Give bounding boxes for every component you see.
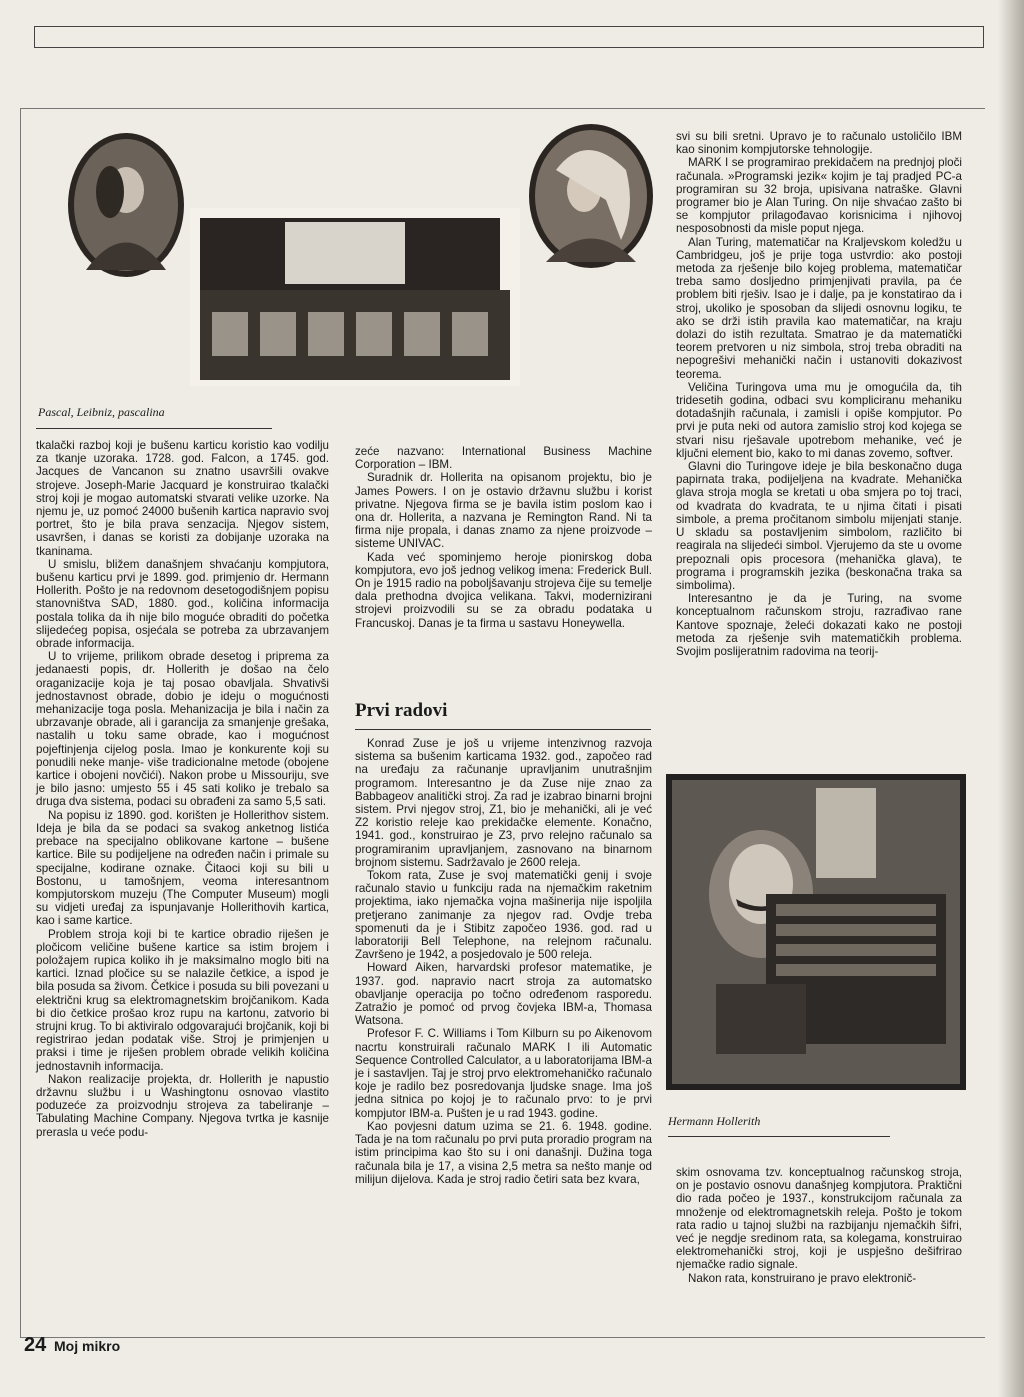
page-edge-shadow bbox=[998, 0, 1024, 1397]
heading-rule bbox=[355, 729, 651, 730]
paragraph: Howard Aiken, harvardski profesor matematike, je 1937. god. napravio nacrt stroja za automatsko obavljanje operacija po točno određenom rasporedu. Zatražio je pomoć od prvog čovjeka IBM-a, Thomasa Watsona. bbox=[355, 961, 652, 1028]
paragraph: Profesor F. C. Williams i Tom Kilburn su po Aikenovom nacrtu konstruirali računalo MARK I ili Automatic Sequence Controlled Calculator, a u laboratorijama IBM-a je i sastavljen. Taj je stroj prvo elektromehaničko računalo koje je radilo bez posredovanja ljudske snage. Ima još jedna sitnica po kojoj je to računalo prvo: to je prvi kompjutor IBM-a. Pušten je u rad 1943. godine. bbox=[355, 1027, 652, 1120]
caption-hollerith: Hermann Hollerith bbox=[668, 1114, 761, 1128]
paragraph: Na popisu iz 1890. god. korišten je Hollerithov sistem. Ideja je bila da se podaci sa svakog anketnog listića prebace na specijalno oblikovane kartone – bušene kartice. Bile su podijeljene na određen način i primale su specijalne, kodirane oznake. Čitaoci koji su bili u Bostonu, u tamošnjem, veoma interesantnom kompjutorskom muzeju (The Computer Museum) mogli su vidjeti uređaj za ispunjavanje Hollerithovih kartica, kao i same kartice. bbox=[36, 808, 329, 928]
paragraph: U to vrijeme, prilikom obrade desetog i pripremа za jedanaesti popis, dr. Hollerith je došao na čelo oraganizacije koja je taj posao obavljala. Shvativši jednostavnost obrade, dobio je ideju o mogućnosti mehanizacije toga posla. Mehanizacija je bila i način za ubrzavanje obrade, ali i garancija za smanjenje grešaka, nastalih u toku same obrade, kao i mogućnost pojeftinjenja cijelog posla. Imao je konkurente koji su ponudili neke manje- više tradicionalne metode (obojene kartice i obojeni novčići). Nakon probe u Missouriju, sve je bilo jasno: umjesto 55 i 45 sati koliko je trebalo sa druga dva sistema, podaci su obrađeni za samo 5,5 sati. bbox=[36, 650, 329, 809]
section-heading: Prvi radovi bbox=[355, 700, 448, 721]
column-3 bbox=[676, 130, 962, 658]
paragraph: Nakon realizacije projekta, dr. Hollerith je napustio državnu službu i u Washingtonu osnovao vlastito poduzeće za proizvodnju strojeva za tabeliranje – Tabulating Machine Company. Njegova tvrtka je kasnije prerasla u veće podu- bbox=[36, 1072, 329, 1139]
column-2 bbox=[355, 445, 652, 630]
column-1 bbox=[36, 439, 329, 1139]
paragraph: Problem stroja koji bi te kartice obradio riješen je pločicom veličine bušene kartice sa istim brojem i položajem rupica koliko ih je maksimalno moglo biti na kartici. Iznad pločice su se nalazile četkice, a ispod je bila posuda sa živom. Četkice i posuda su bili povezani u električni krug sa elektromagnetskim brojčanikom. Kada bi dio četkice prošao kroz rupu na kartonu, zatvorio bi strujni krug. To bi aktiviralo odgovarajući brojčanik, koji bi registrirao jedan podatak više. Stroj je primjenjen u praksi i time je riješen problem obrade velikih količina jednostavnih informacija. bbox=[36, 927, 329, 1073]
paragraph: Suradnik dr. Hollerita na opisanom projektu, bio je James Powers. I on je ostavio državnu službu i korist privatne. Njegova firma se je bavila istim poslom kao i ona dr. Hollerita, a nazvana je Remington Rand. Ni ta firma nije propala, i danas znamo za njene proizvode – sisteme UNIVAC. bbox=[355, 471, 652, 551]
pascal-portrait bbox=[66, 130, 186, 280]
paragraph: Tokom rata, Zuse je svoj matematički genij i svoje računalo stavio u funkciju rada na njemačkim raketnim projektima, iako njemačka vojna mašinerija nije ispoljila pretjerano zanimanje za njegov rad. Ovdje treba spomenuti da je i Stibitz započeo 1936. god. rad u laboratoriji Bell Telephone, na relejnom računalu. Završeno je 1942, a posjedovalo je 500 releja. bbox=[355, 869, 652, 962]
paragraph: Kada već spominjemo heroje pionirskog doba kompjutora, evo još jednog velikog imena: Frederick Bull. On je 1915 radio na poboljšavanju strojeva čije su temelje dala prethodna dvojica velikana. Takvi, modernizirani strojevi proizvodili su se za obradu podataka u Francuskoj. Danas je ta firma u sastavu Honeywella. bbox=[355, 550, 652, 630]
leibniz-portrait bbox=[526, 120, 656, 270]
paragraph: Interesantno je da je Turing, na svome konceptualnom računskom stroju, razrađivao rane Kantove spoznaje, želeći dokazati kako ne postoji metoda za rješenje svih matematičkih problema. Svojim poslijeratnim radovima na teorij- bbox=[676, 592, 962, 658]
paragraph: MARK I se programirao prekidačem na prednjoj ploči računala. »Programski jezik« kojim je taj pradjed PC-a programiran su 32 broja, upisivana natraške. Glavni programer bio je Alan Turing. On nije shvaćao zašto bi se kompjutor prilagođavao korisnicima i njihovoj nesposobnosti da misle poput njega. bbox=[676, 156, 962, 236]
column-2-continued bbox=[355, 737, 652, 1186]
column-3-continued bbox=[676, 1166, 962, 1285]
paragraph: Nakon rata, konstruirano je pravo elektronič- bbox=[688, 1271, 917, 1285]
header-box bbox=[34, 26, 984, 48]
paragraph: svi su bili sretni. Upravo je to računalo ustoličilo IBM kao sinonim kompjutorske tehnologije. bbox=[676, 130, 962, 157]
pascalina-machine-photo bbox=[190, 208, 520, 386]
paragraph: Alan Turing, matematičar na Kraljevskom koledžu u Cambridgeu, još je prije toga ustvrdio: ako postoji metoda za rješenje bilo kojeg problema, matematičar treba samo dosljedno primjenjivati pravila, pa će problem biti rješiv. Isao je i dalje, pa je konstatirao da i stroj, ukoliko je sposoban da slijedi osnovnu logiku, te ako se drži istih pravila kao matematičar, na kraju dolazi do istih rezultata. Smatrao je da matematički teorem pretvoren u niz simbola, stroj treba obraditi na nepogrešivi mehanički način i ustanoviti dokazivost teorema. bbox=[676, 235, 962, 381]
paragraph: zeće nazvano: International Business Machine Corporation – IBM. bbox=[355, 445, 652, 472]
paragraph: Kao povjesni datum uzima se 21. 6. 1948. godine. Tada je na tom računalu po prvi puta proradio program na istim principima kao što su i oni današnji. Dužina toga računala bila je 17, a visina 2,5 metra sa nešto manje od milijun dijelova. Kada je stroj radio četiri sata bez kvara, bbox=[355, 1119, 652, 1186]
page-number: 24 bbox=[24, 1334, 47, 1356]
hollerith-photo bbox=[666, 774, 966, 1090]
paragraph: Veličina Turingova uma mu je omogućila da, tih tridesetih godina, odbaci svu kompliciranu mehaniku dotadašnjih računala, i zamisli i opiše kompjutor. Po prvi je puta neki od autora zamislio stroj kod kojega se stvari nisu rješavale upotrebom mehanike, već je ključni element bio, kako to mi danas zovemo, softver. bbox=[676, 380, 962, 460]
magazine-name: Moj mikro bbox=[54, 1338, 121, 1354]
caption-pascal: Pascal, Leibniz, pascalina bbox=[38, 405, 165, 419]
paragraph: U smislu, bližem današnjem shvaćanju kompjutora, bušenu karticu prvi je 1899. god. primjenio dr. Hermann Hollerith. Pošto je na redovnom desetogodišnjem popisu stanovništva SAD, 1880. god., količina informacija postala tolika da ih nije bilo moguće obraditi do početka slijedećeg popisa, osjećala se potreba za ubrzavanjem obrade informacija. bbox=[36, 557, 329, 651]
paragraph: tkalački razboj koji je bušenu karticu koristio kao vodilju za tkanje uzoraka. 1728. god. Falcon, a 1745. god. Jacques de Vancanon su znatno usavršili ovakve strojeve. Joseph-Marie Jacquard je konstruirao tkalački stroj koji je mogao automatski stvarati velike uzorke. Na njemu je, uz pomoć 24000 bušenih kartica napravio svoj portret, što je bila prava senzacija. Njegov sistem, usavršen, i danas se koristi za dobijanje uzoraka na tkaninama. bbox=[36, 439, 329, 558]
paragraph: Glavni dio Turingove ideje je bila beskonačno duga papirnata traka, podijeljena na kvadrate. Mehanička glava stroja mogla se kretati u oba smjera po toj traci, od kvadrata do kvadrata, te u njima čitati i pisati simbole, a prema pročitanom simbolu mijenjati stanje. U skladu sa postavljenim simbolom, različito bi reagirala na slijedeći simbol. Vjerujemo da ste u ovome prepoznali opis procesora (mehanička glava), te programa i programskih jezika (beskonačna traka sa simbolima). bbox=[676, 460, 962, 592]
paragraph: Konrad Zuse je još u vrijeme intenzivnog razvoja sistema sa bušenim karticama 1932. god., započeo rad na uređaju za računanje upravljanim unutrašnjim programom. Interesantno je da Zuse nije znao za Babbageov analitički stroj. Za rad je izabrao binarni brojni sistem. Prvi njegov stroj, Z1, bio je mehanički, ali je već Z2 koristio releje kao prekidačke elemente. Konačno, 1941. god., konstruirao je Z3, prvo relejno računalo sa programiranim upravljanjem, zasnovano na binarnom brojnom sistemu. Sadržavalo je 2600 releja. bbox=[355, 737, 652, 869]
caption-rule bbox=[668, 1136, 890, 1137]
caption-rule bbox=[36, 428, 272, 429]
paragraph: skim osnovama tzv. konceptualnog računskog stroja, on je postavio osnovu današnjeg kompjutora. Praktični dio rada počeo je 1937., konstrukcijom računala za množenje od elektromagnetskih releja. Pošto je tokom rata radio u tajnoj službi na razbijanju njemačkih šifri, već je negdje sredinom rata, sa kolegama, konstruirao elektromehanički stroj, koji je uspješno dešifrirao njemačke radio signale. bbox=[676, 1166, 962, 1272]
